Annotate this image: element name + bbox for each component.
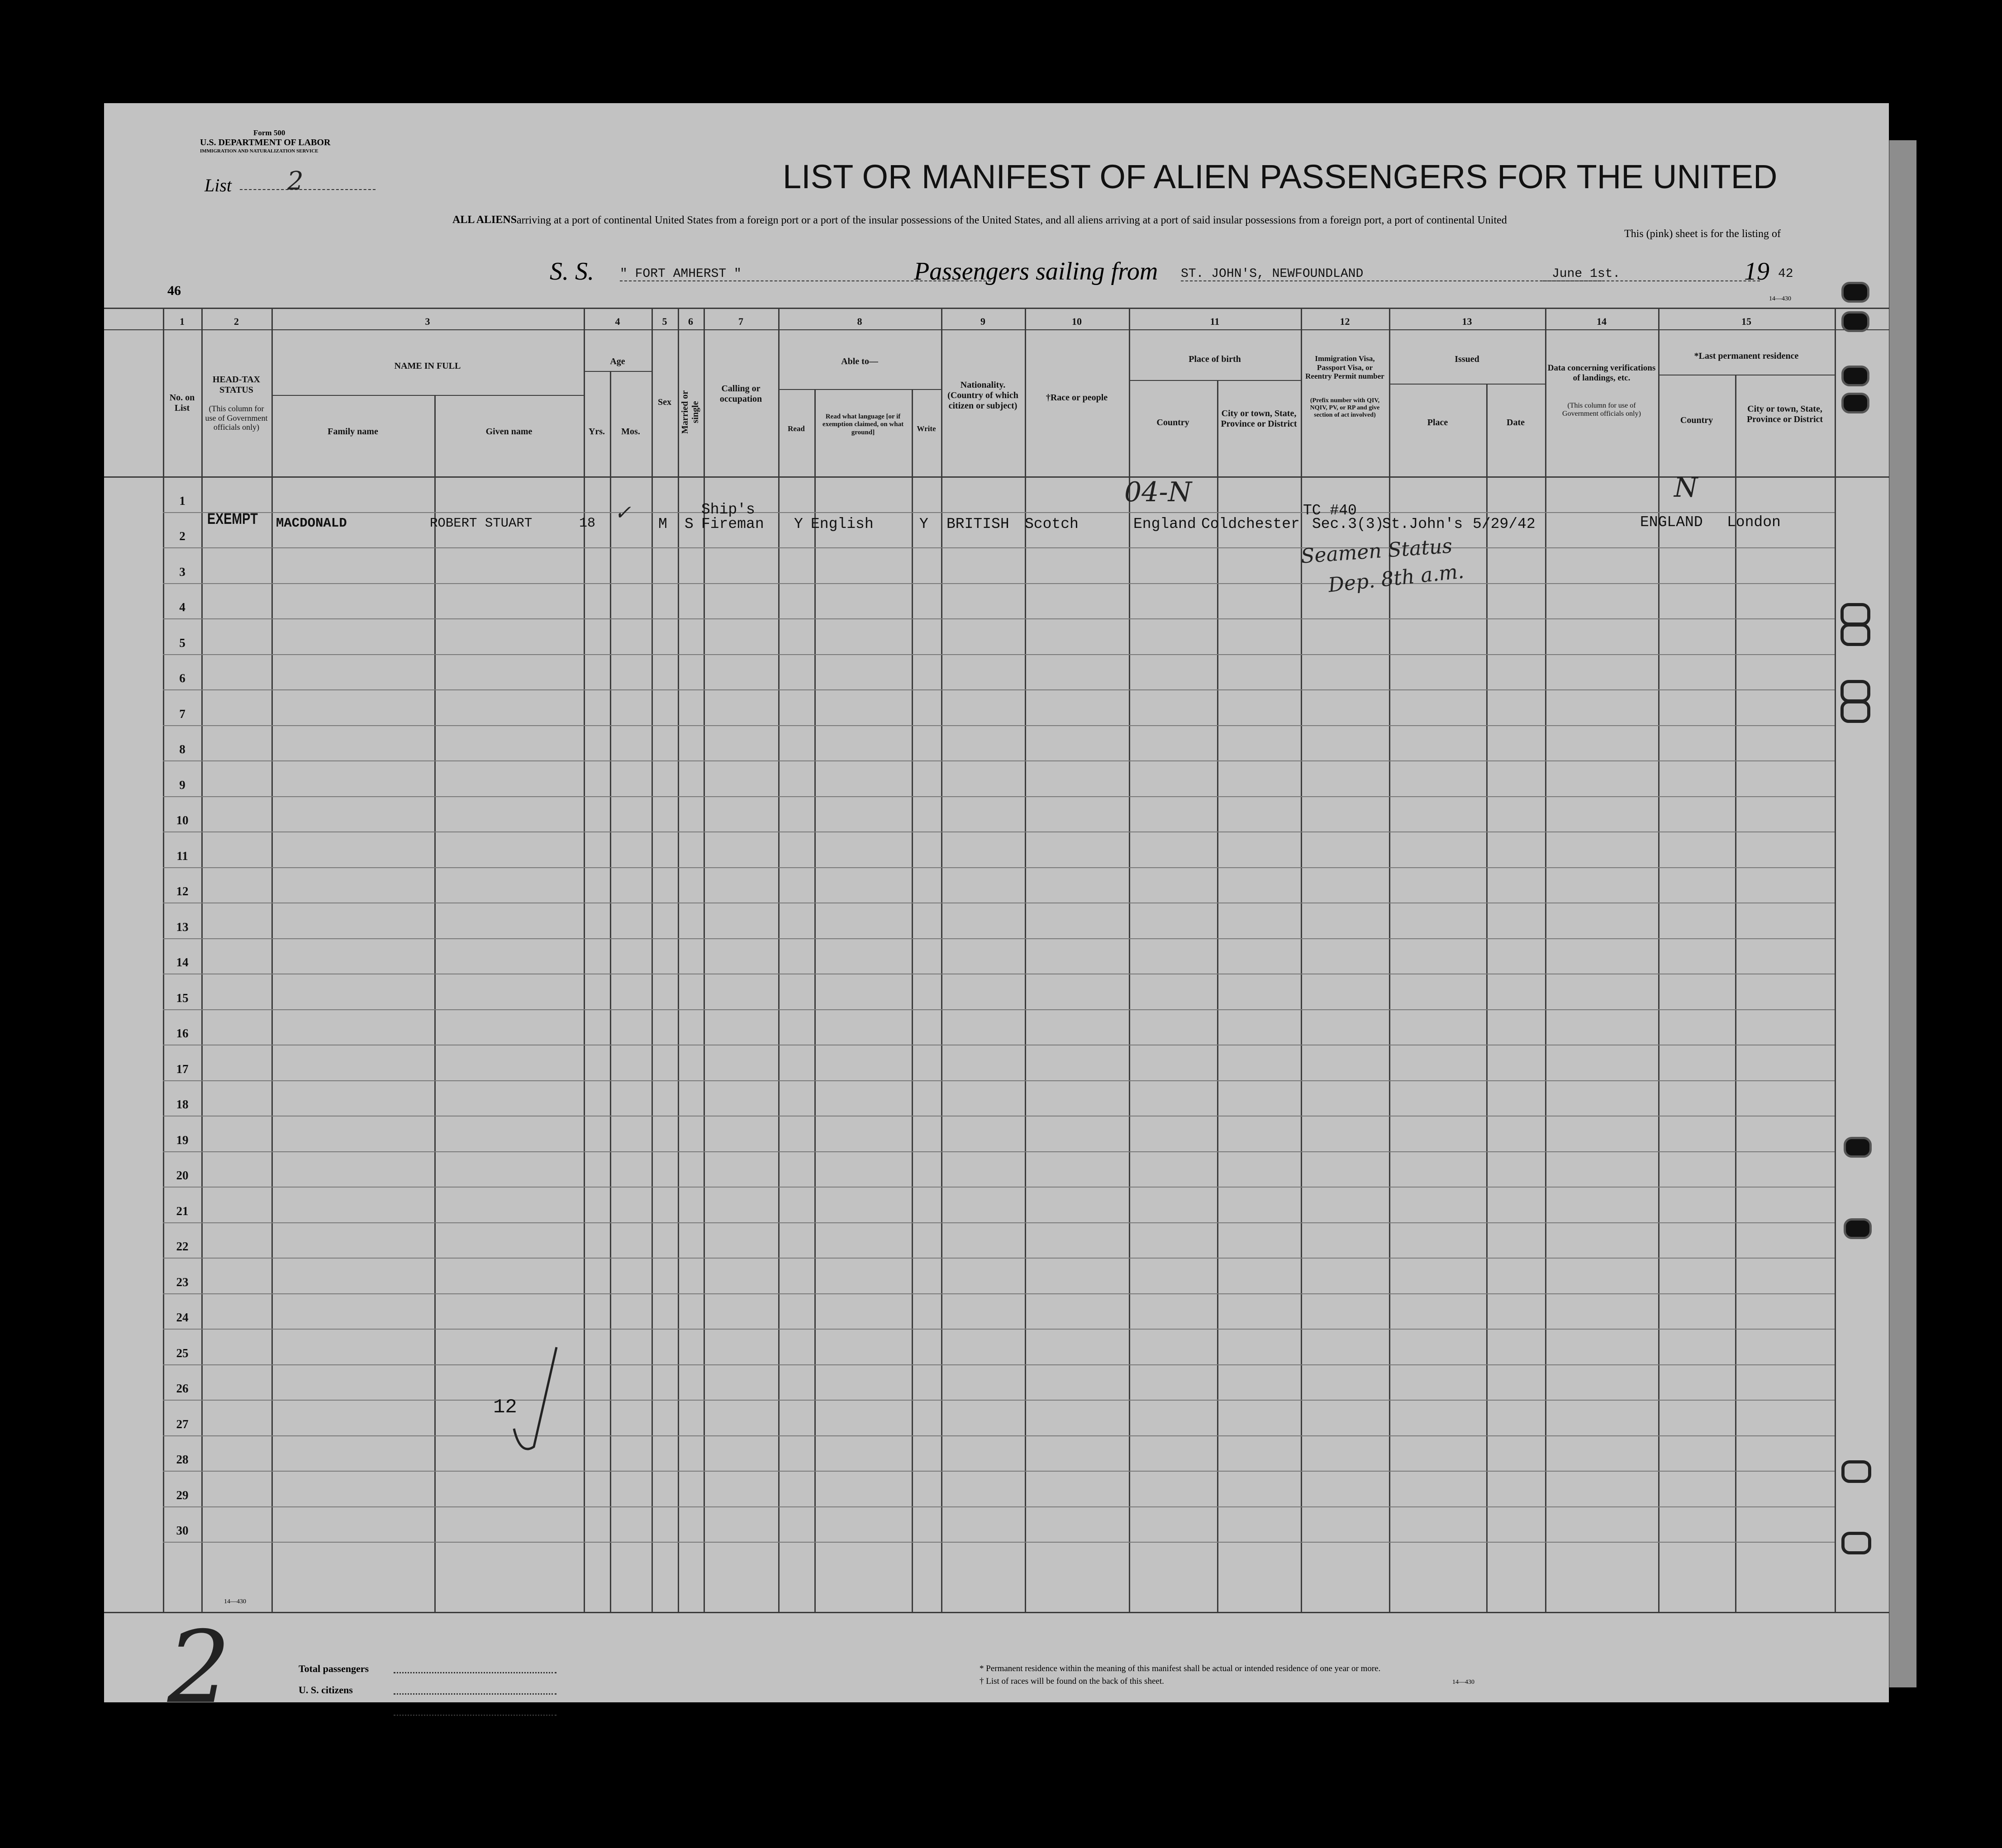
- row-number: 6: [179, 671, 185, 685]
- row-line: [163, 654, 1835, 655]
- row-number: 11: [176, 849, 188, 863]
- list-label: List: [204, 175, 232, 195]
- row-number: 28: [176, 1453, 189, 1466]
- entry-issued-place: St.John's: [1382, 516, 1463, 532]
- colnum: 13: [1462, 316, 1472, 327]
- passenger-count: 12: [493, 1396, 517, 1419]
- header-visa: Immigration Visa, Passport Visa, or Reentry Permit number: [1305, 354, 1384, 381]
- row-number: 1: [179, 494, 185, 508]
- port-name: ST. JOHN'S, NEWFOUNDLAND: [1181, 267, 1364, 281]
- age-check-mark: ✓: [614, 501, 631, 524]
- colnum: 5: [662, 316, 667, 327]
- sailing-label: Passengers sailing from: [914, 257, 1158, 285]
- row-number: 17: [176, 1062, 189, 1076]
- row-line: [163, 1364, 1835, 1365]
- row-line: [163, 760, 1835, 761]
- entry-race: Scotch: [1025, 516, 1079, 532]
- row-number: 26: [176, 1382, 189, 1395]
- vline: [1301, 308, 1302, 1612]
- header-no-on-list: No. on List: [169, 393, 195, 413]
- colnum: 11: [1210, 316, 1220, 327]
- header-visa-note: (Prefix number with QIV, NQIV, PV, or RP and give section of act involved): [1310, 397, 1380, 419]
- list-number: 2: [287, 166, 304, 196]
- row-number: 29: [176, 1488, 189, 1502]
- vline: [678, 308, 679, 1612]
- entry-write: Y: [919, 516, 928, 532]
- header-family-name: Family name: [328, 427, 378, 437]
- visa-handwritten-1: Seamen Status: [1300, 534, 1453, 568]
- vline: [584, 308, 585, 1612]
- header-verification: Data concerning verifications of landings, etc.: [1547, 363, 1656, 383]
- header-nationality: Nationality. (Country of which citizen or subject): [947, 380, 1018, 411]
- row-line: [163, 725, 1835, 726]
- colnum: 15: [1741, 316, 1751, 327]
- binding-hole: [1841, 393, 1869, 413]
- page-title: LIST OR MANIFEST OF ALIEN PASSENGERS FOR THE UNITED: [783, 158, 1778, 195]
- vline: [912, 389, 913, 1612]
- row-number: 10: [176, 813, 189, 827]
- list-underline: [240, 189, 376, 190]
- vline: [1389, 308, 1390, 1612]
- corner-mark: 46: [167, 283, 181, 298]
- header-age: Age: [610, 356, 625, 366]
- entry-read: Y: [794, 516, 803, 532]
- row-line: [163, 1471, 1835, 1472]
- header-issued-place: Place: [1427, 418, 1448, 428]
- entry-family-name: MACDONALD: [276, 516, 347, 531]
- colnum: 10: [1072, 316, 1082, 327]
- footer-code: 14—430: [1452, 1679, 1474, 1686]
- row-number: 23: [176, 1275, 189, 1289]
- date-underline: [1543, 280, 1760, 281]
- us-citizens-label: U. S. citizens: [299, 1684, 353, 1696]
- row-number: 5: [179, 636, 185, 650]
- row-number: 4: [179, 600, 185, 614]
- row-number: 9: [179, 778, 185, 792]
- row-number: 15: [176, 991, 189, 1005]
- row-number: 25: [176, 1346, 189, 1360]
- row-number: 2: [179, 529, 185, 543]
- row-line: [163, 1009, 1835, 1010]
- corner-code: 14—430: [1769, 295, 1791, 302]
- footer-code-left: 14—430: [224, 1598, 246, 1605]
- colnum-line: [104, 329, 1889, 330]
- row-number: 27: [176, 1417, 189, 1431]
- header-last-residence: *Last permanent residence: [1694, 351, 1799, 361]
- age-subline: [584, 371, 651, 372]
- header-race: †Race or people: [1046, 393, 1108, 403]
- vline: [1025, 308, 1026, 1612]
- colnum: 14: [1597, 316, 1607, 327]
- row-number: 13: [176, 920, 189, 934]
- header-bottom-line: [104, 476, 1889, 478]
- header-head-tax: HEAD-TAX STATUS: [212, 375, 261, 395]
- binding-hole: [1841, 1460, 1871, 1483]
- header-yrs: Yrs.: [588, 427, 605, 437]
- vline: [434, 395, 436, 1612]
- row-number: 7: [179, 707, 185, 721]
- binding-hole: [1840, 700, 1870, 723]
- colnum: 12: [1340, 316, 1350, 327]
- visa-handwritten-2: Dep. 8th a.m.: [1327, 560, 1465, 597]
- header-name-in-full: NAME IN FULL: [394, 361, 461, 371]
- binding-hole: [1840, 603, 1870, 626]
- table-bottom-line: [104, 1612, 1889, 1613]
- header-top-line: [104, 308, 1889, 309]
- ss-label: S. S.: [550, 257, 594, 285]
- year-prefix: 19: [1744, 257, 1769, 285]
- colnum: 2: [234, 316, 239, 327]
- row-line: [163, 1222, 1835, 1223]
- row-line: [163, 1435, 1835, 1436]
- header-mos: Mos.: [621, 427, 640, 437]
- subtitle-line1: arriving at a port of continental United States from a foreign port or a port of the insular possessions of the United States, and all aliens arriving at a port of said insular possessions from a foreign port, a port of continental United: [517, 214, 1507, 226]
- header-residence-city: City or town, State, Province or District: [1746, 404, 1823, 424]
- vline: [814, 389, 816, 1612]
- entry-visa-line1: TC #40: [1303, 502, 1357, 519]
- total-passengers-label: Total passengers: [299, 1663, 369, 1674]
- entry-marital: S: [685, 516, 694, 532]
- aliens-label: Aliens: [299, 1705, 325, 1717]
- header-married: Married or single: [680, 390, 700, 434]
- binding-hole: [1840, 623, 1870, 646]
- vline: [610, 371, 611, 1612]
- row-line: [163, 1258, 1835, 1259]
- issued-subline: [1389, 384, 1545, 385]
- entry-head-tax: EXEMPT: [207, 510, 258, 527]
- header-head-tax-note: (This column for use of Government officials only): [205, 404, 268, 432]
- row-line: [163, 689, 1835, 690]
- ship-name: " FORT AMHERST ": [620, 267, 742, 281]
- colnum: 3: [425, 316, 430, 327]
- row-line: [163, 1080, 1835, 1081]
- binding-hole: [1841, 282, 1869, 303]
- vline: [271, 308, 273, 1612]
- entry-given-name: ROBERT STUART: [430, 516, 533, 531]
- colnum: 7: [738, 316, 743, 327]
- header-given-name: Given name: [485, 427, 533, 437]
- row-line: [163, 831, 1835, 832]
- service-label: IMMIGRATION AND NATURALIZATION SERVICE: [200, 148, 319, 154]
- row-line: [163, 1329, 1835, 1330]
- vline: [1835, 308, 1836, 1612]
- row-line: [163, 867, 1835, 868]
- row-line: [163, 938, 1835, 939]
- vline: [1217, 380, 1218, 1612]
- birth-annotation: 04-N: [1124, 476, 1192, 508]
- row-number: 30: [176, 1524, 189, 1537]
- binding-hole: [1841, 366, 1869, 386]
- row-line: [163, 796, 1835, 797]
- entry-occupation-line1: Ship's: [701, 501, 755, 518]
- able-subline: [778, 389, 941, 390]
- subtitle-prefix: ALL ALIENS: [452, 214, 517, 226]
- subtitle-line2: This (pink) sheet is for the listing of: [1624, 228, 1781, 240]
- row-number: 18: [176, 1097, 189, 1111]
- binding-hole: [1840, 680, 1870, 703]
- vline: [1486, 384, 1488, 1612]
- left-margin-mark: 2: [167, 1610, 231, 1725]
- department-label: U.S. DEPARTMENT OF LABOR: [200, 138, 331, 147]
- header-issued-date: Date: [1507, 418, 1525, 428]
- row-number: 24: [176, 1311, 189, 1324]
- row-line: [163, 583, 1835, 584]
- entry-issued-date: 5/29/42: [1473, 516, 1536, 532]
- vline: [1735, 375, 1736, 1612]
- row-line: [163, 1151, 1835, 1152]
- year-suffix: 42: [1778, 267, 1793, 281]
- vline: [941, 308, 942, 1612]
- page-stack-edge: [1887, 140, 1916, 1687]
- vline: [1545, 308, 1546, 1612]
- row-line: [163, 1506, 1835, 1507]
- header-calling: Calling or occupation: [719, 384, 762, 404]
- row-line: [163, 1542, 1835, 1543]
- entry-language: English: [811, 516, 874, 532]
- entry-occupation-line2: Fireman: [701, 516, 764, 532]
- row-number: 22: [176, 1240, 189, 1253]
- binding-hole: [1841, 311, 1869, 332]
- entry-birth-country: England: [1133, 516, 1196, 532]
- entry-residence-country: ENGLAND: [1640, 514, 1703, 531]
- header-issued: Issued: [1455, 354, 1479, 364]
- vline: [1658, 308, 1660, 1612]
- us-citizens-line: [394, 1693, 556, 1695]
- entry-visa-line2: Sec.3(3): [1312, 516, 1384, 532]
- binding-hole: [1844, 1137, 1872, 1158]
- header-birth-country: Country: [1156, 418, 1189, 428]
- sailing-date: June 1st.: [1552, 267, 1621, 281]
- row-line: [163, 1293, 1835, 1294]
- header-birth-city: City or town, State, Province or District: [1221, 409, 1297, 429]
- row-line: [163, 1400, 1835, 1401]
- header-read: Read: [788, 424, 805, 433]
- manifest-sheet: [104, 103, 1889, 1725]
- row-number: 21: [176, 1204, 189, 1218]
- footnote-residence: * Permanent residence within the meaning of this manifest shall be actual or intended residence of one year or more.: [980, 1664, 1381, 1673]
- entry-residence-city: London: [1727, 514, 1781, 531]
- vline: [651, 308, 653, 1612]
- entry-birth-city: Coldchester: [1201, 516, 1300, 532]
- total-passengers-line: [394, 1672, 556, 1673]
- row-line: [163, 618, 1835, 619]
- residence-annotation: N: [1674, 472, 1698, 504]
- colnum: 1: [180, 316, 185, 327]
- footnote-races: † List of races will be found on the back of this sheet.: [980, 1677, 1164, 1686]
- row-line: [163, 512, 1835, 513]
- header-read-language: Read what language [or if exemption claimed, on what ground]: [822, 413, 904, 436]
- entry-sex: M: [658, 516, 667, 532]
- form-number: Form 500: [253, 128, 285, 137]
- colnum: 4: [615, 316, 620, 327]
- header-verification-note: (This column for use of Government officials only): [1562, 402, 1641, 418]
- row-number: 12: [176, 884, 189, 898]
- birth-subline: [1129, 380, 1301, 381]
- row-line: [163, 1187, 1835, 1188]
- count-check-mark: [511, 1343, 561, 1460]
- row-number: 20: [176, 1169, 189, 1182]
- colnum: 8: [857, 316, 862, 327]
- header-able-to: Able to—: [841, 356, 878, 366]
- name-subline: [271, 395, 584, 396]
- vline: [778, 308, 780, 1612]
- row-number: 14: [176, 955, 189, 969]
- aliens-line: [394, 1715, 556, 1716]
- row-number: 19: [176, 1133, 189, 1147]
- header-residence-country: Country: [1680, 415, 1713, 425]
- binding-hole: [1841, 1532, 1871, 1554]
- header-place-of-birth: Place of birth: [1189, 354, 1241, 364]
- row-number: 3: [179, 565, 185, 579]
- header-sex: Sex: [658, 397, 671, 407]
- entry-age-years: 18: [579, 516, 596, 531]
- header-write: Write: [917, 424, 936, 433]
- row-number: 8: [179, 742, 185, 756]
- port-underline: [1181, 280, 1602, 281]
- row-number: 16: [176, 1026, 189, 1040]
- entry-nationality: BRITISH: [946, 516, 1009, 532]
- row-line: [163, 547, 1835, 548]
- colnum: 6: [688, 316, 693, 327]
- colnum: 9: [980, 316, 985, 327]
- binding-hole: [1844, 1218, 1872, 1239]
